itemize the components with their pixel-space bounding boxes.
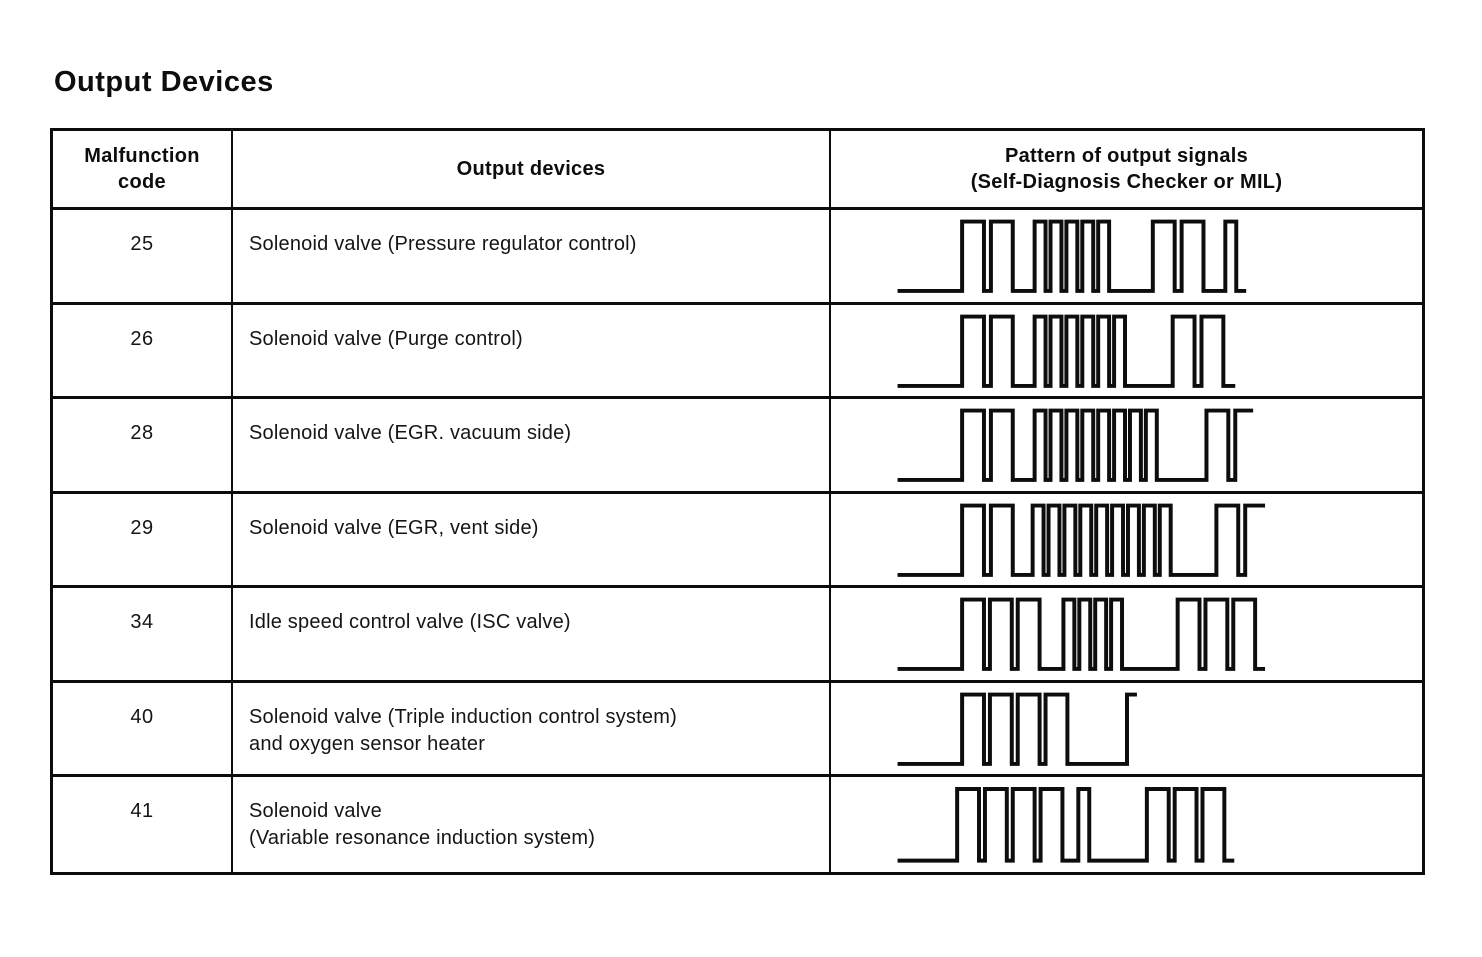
output-device-line: Idle speed control valve (ISC valve) (249, 611, 571, 634)
output-device (233, 305, 831, 400)
table-row (53, 399, 1422, 494)
table-header-row (53, 131, 1422, 210)
malfunction-code: 29 (53, 494, 233, 589)
output-device-line: Solenoid valve (249, 800, 382, 823)
signal-waveform (831, 305, 1422, 397)
table-row (53, 588, 1422, 683)
signal-pattern-cell (831, 494, 1422, 589)
header-pattern-line2: (Self-Diagnosis Checker or MIL) (970, 171, 1283, 193)
header-malfunction-code-line2: code (118, 171, 166, 193)
header-output-devices (233, 131, 831, 210)
signal-pattern-cell (831, 210, 1422, 305)
table-row (53, 305, 1422, 400)
malfunction-code: 40 (53, 683, 233, 778)
header-malfunction-code (53, 131, 233, 210)
output-device (233, 494, 831, 589)
output-device-line: (Variable resonance induction system) (249, 827, 596, 850)
table-row (53, 494, 1422, 589)
output-device-line: Solenoid valve (EGR, vent side) (249, 516, 539, 539)
signal-waveform (831, 683, 1422, 775)
table-row (53, 777, 1422, 872)
output-device (233, 683, 831, 778)
table-row (53, 210, 1422, 305)
output-device-line: Solenoid valve (Triple induction control system) (249, 705, 677, 728)
output-device (233, 777, 831, 872)
signal-waveform (831, 399, 1422, 491)
signal-waveform (831, 777, 1422, 872)
output-device-line: and oxygen sensor heater (249, 732, 486, 755)
output-device (233, 210, 831, 305)
page-title: Output Devices (54, 66, 274, 98)
signal-waveform (831, 588, 1422, 680)
signal-pattern-cell (831, 683, 1422, 778)
output-device (233, 588, 831, 683)
header-pattern (831, 131, 1422, 210)
header-output-devices-label: Output devices (456, 158, 606, 180)
output-device-line: Solenoid valve (Pressure regulator control) (249, 233, 637, 255)
output-device-line: Solenoid valve (EGR. vacuum side) (249, 422, 572, 445)
table-row (53, 683, 1422, 778)
malfunction-code: 26 (53, 305, 233, 400)
signal-pattern-cell (831, 305, 1422, 400)
signal-pattern-cell (831, 399, 1422, 494)
malfunction-code: 25 (53, 210, 233, 305)
malfunction-code: 41 (53, 777, 233, 872)
output-devices-table (50, 128, 1425, 875)
header-malfunction-code-line1: Malfunction (84, 145, 200, 167)
header-pattern-line1: Pattern of output signals (1004, 145, 1249, 167)
output-device (233, 399, 831, 494)
output-device-line: Solenoid valve (Purge control) (249, 327, 523, 350)
signal-pattern-cell (831, 588, 1422, 683)
signal-pattern-cell (831, 777, 1422, 872)
signal-waveform (831, 494, 1422, 586)
malfunction-code: 28 (53, 399, 233, 494)
malfunction-code: 34 (53, 588, 233, 683)
signal-waveform (831, 210, 1422, 302)
